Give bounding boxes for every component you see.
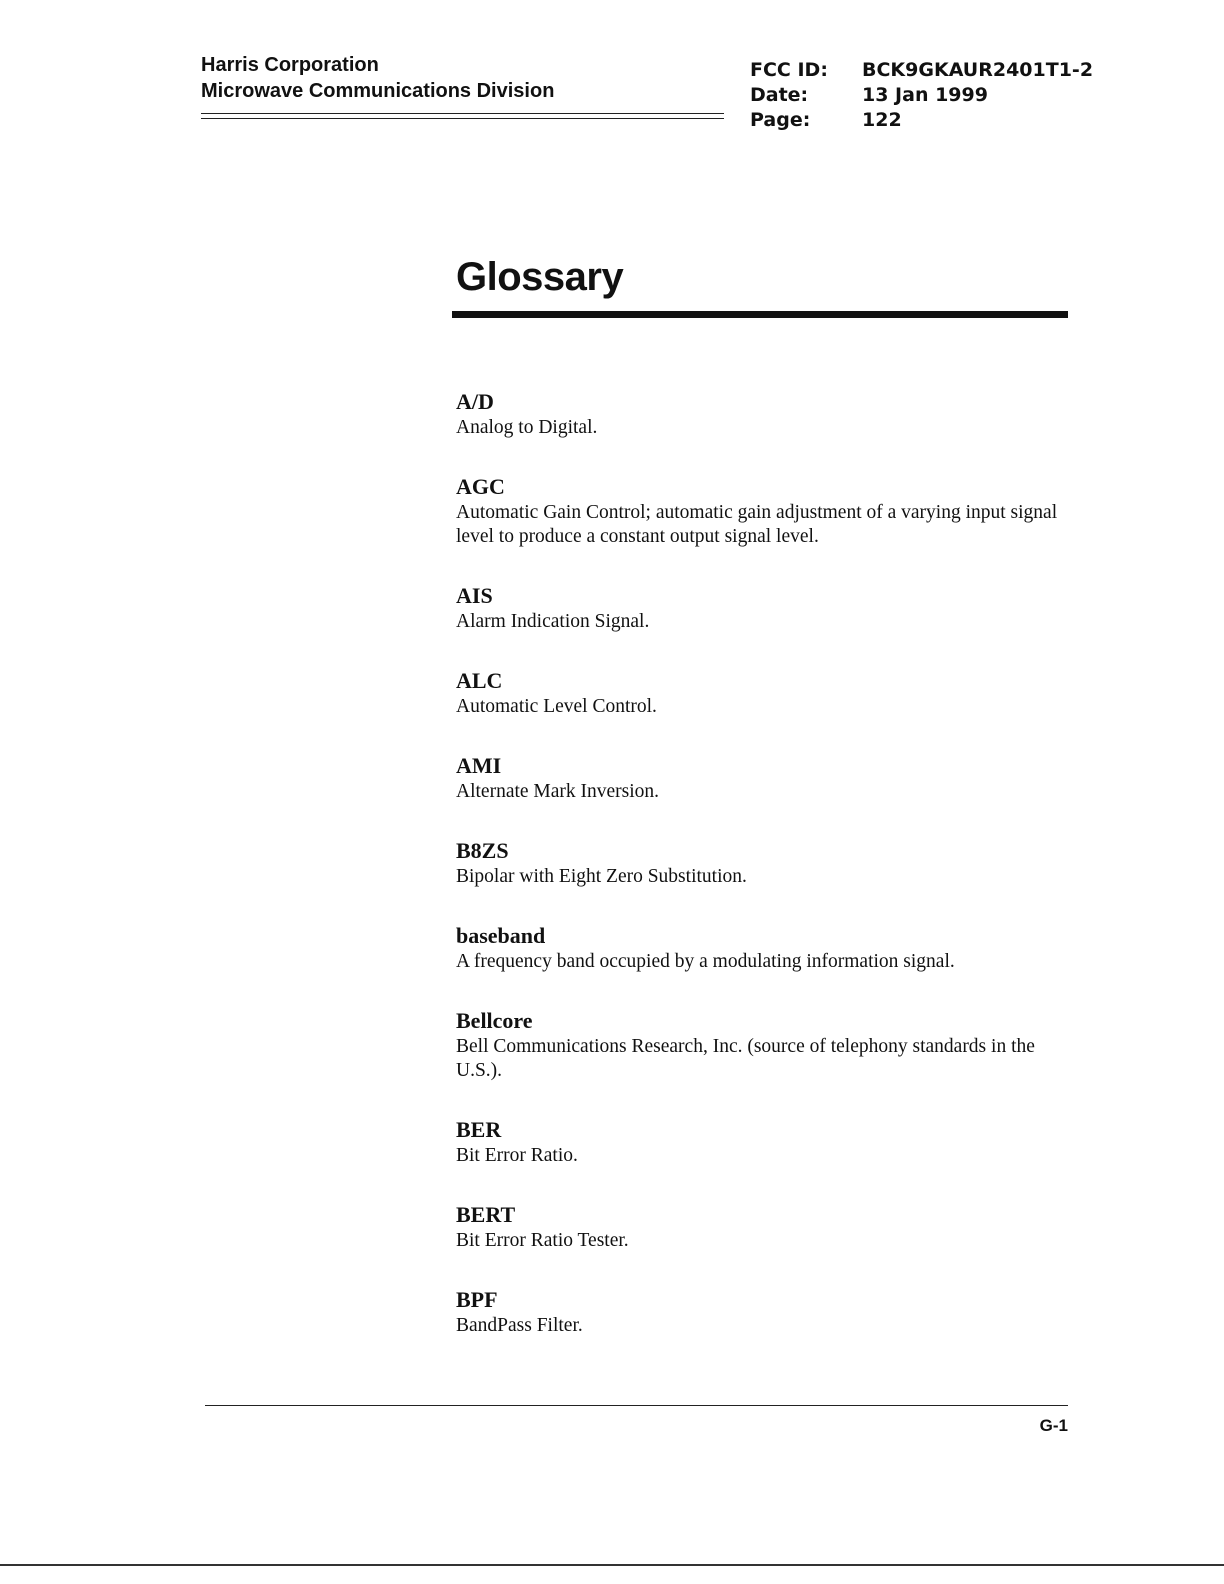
title-rule [452,311,1068,318]
header-rule [201,113,724,119]
glossary-entry [456,473,1076,549]
page-label: Page: [750,109,811,131]
division-name: Microwave Communications Division [201,80,555,102]
glossary-term: AIS [456,583,493,608]
glossary-entry [456,667,1076,719]
glossary-definition: Bipolar with Eight Zero Substitution. [456,866,747,887]
glossary-definition: Bit Error Ratio Tester. [456,1230,629,1251]
glossary-definition: Analog to Digital. [456,417,598,438]
glossary-definition: BandPass Filter. [456,1315,583,1336]
footer-page-number: G-1 [1039,1416,1068,1435]
fcc-label: FCC ID: [750,59,828,81]
fcc-value: BCK9GKAUR2401T1-2 [862,59,1094,81]
date-value: 13 Jan 1999 [862,84,988,106]
glossary-term: ALC [456,668,503,693]
glossary-entry [456,1116,1076,1168]
glossary-entry [456,752,1076,804]
glossary-entry [456,1007,1076,1083]
page-value: 122 [862,109,902,131]
glossary-entry [456,1201,1076,1253]
glossary-definition: Alarm Indication Signal. [456,611,650,632]
glossary-list [456,388,1076,1371]
page-title: Glossary [456,255,624,299]
glossary-entry [456,922,1076,974]
glossary-definition: Alternate Mark Inversion. [456,781,660,802]
glossary-term: baseband [456,923,546,948]
glossary-entry [456,1286,1076,1338]
header-company-block [201,52,554,104]
glossary-term: A/D [456,389,494,414]
glossary-definition: Bell Communications Research, Inc. (source of telephony standards in the U.S.). [456,1036,1035,1081]
glossary-definition: Automatic Level Control. [456,696,657,717]
glossary-entry [456,388,1076,440]
header-fcc-block [750,58,1093,133]
date-label: Date: [750,84,809,106]
glossary-entry [456,837,1076,889]
glossary-term: AGC [456,474,505,499]
glossary-definition: Automatic Gain Control; automatic gain adjustment of a varying input signal level to produce a constant output signal level. [456,502,1058,547]
glossary-definition: A frequency band occupied by a modulating information signal. [456,951,955,972]
glossary-term: BERT [456,1202,516,1227]
glossary-term: B8ZS [456,838,509,863]
glossary-term: BER [456,1117,502,1142]
fcc-row [750,58,1093,83]
date-row [750,83,1093,108]
company-name: Harris Corporation [201,54,379,76]
page-row [750,108,1093,133]
glossary-term: Bellcore [456,1008,533,1033]
glossary-term: AMI [456,753,502,778]
scan-edge-line [0,1564,1224,1566]
glossary-term: BPF [456,1287,498,1312]
glossary-entry [456,582,1076,634]
footer-rule [205,1405,1068,1406]
glossary-definition: Bit Error Ratio. [456,1145,578,1166]
